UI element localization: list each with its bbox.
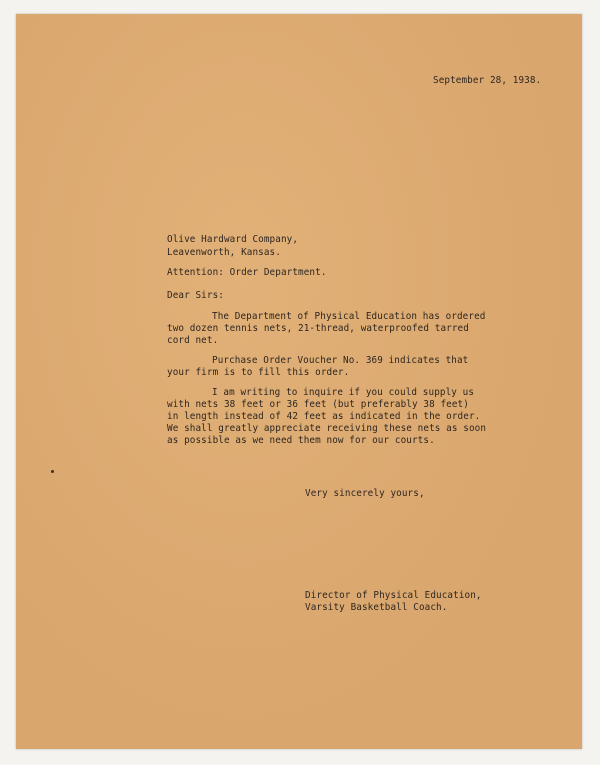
paragraph-3-line-4: We shall greatly appreciate receiving these nets as soon xyxy=(167,423,487,434)
paragraph-1-line-1: The Department of Physical Education has ordered xyxy=(212,311,486,322)
letter-date: September 28, 1938. xyxy=(433,75,542,86)
paragraph-3-line-1: I am writing to inquire if you could supply us xyxy=(212,387,475,398)
paragraph-2-line-2: your firm is to fill this order. xyxy=(167,367,350,378)
paragraph-3-line-5: as possible as we need them now for our courts. xyxy=(167,435,435,446)
closing: Very sincerely yours, xyxy=(305,488,425,499)
paragraph-1-line-2: two dozen tennis nets, 21-thread, waterproofed tarred xyxy=(167,323,469,334)
paper-speck xyxy=(51,470,54,473)
paragraph-3-line-3: in length instead of 42 feet as indicated in the order. xyxy=(167,411,481,422)
signature-title-1: Director of Physical Education, xyxy=(305,590,482,601)
letter-page xyxy=(16,14,582,749)
attention-line: Attention: Order Department. xyxy=(167,267,327,278)
paragraph-1-line-3: cord net. xyxy=(167,335,219,346)
paragraph-3-line-2: with nets 38 feet or 36 feet (but preferably 38 feet) xyxy=(167,399,469,410)
recipient-name: Olive Hardward Company, xyxy=(167,234,299,245)
recipient-address: Leavenworth, Kansas. xyxy=(167,247,281,258)
paragraph-2-line-1: Purchase Order Voucher No. 369 indicates that xyxy=(212,355,469,366)
salutation: Dear Sirs: xyxy=(167,290,224,301)
signature-title-2: Varsity Basketball Coach. xyxy=(305,602,448,613)
